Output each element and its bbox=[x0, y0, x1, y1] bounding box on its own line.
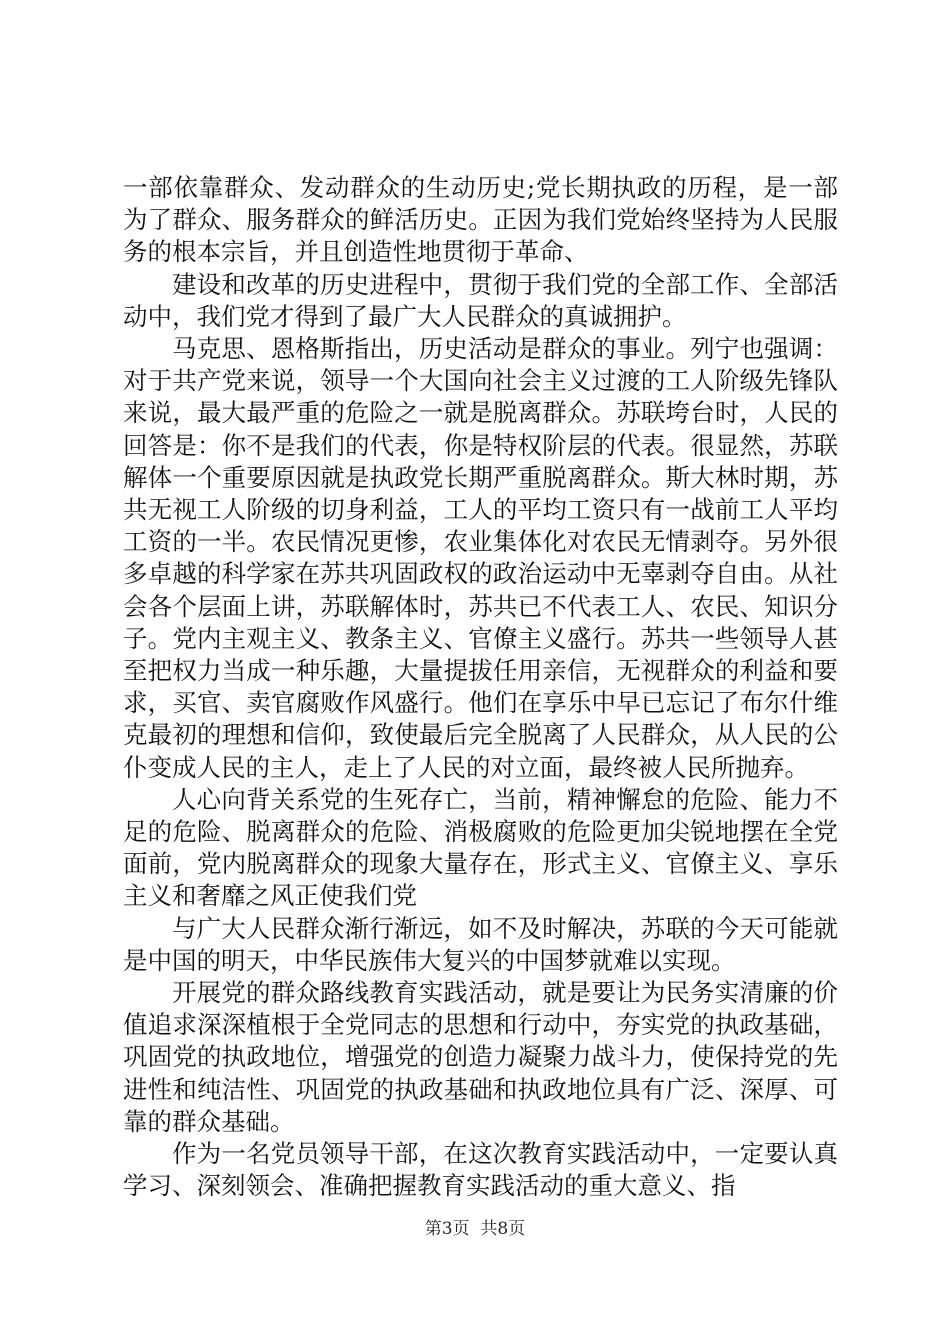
paragraph-1: 一部依靠群众、发动群众的生动历史;党长期执政的历程，是一部为了群众、服务群众的鲜活历史。正因为我们党始终坚持为人民服务的根本宗旨，并且创造性地贯彻于革命、 bbox=[123, 173, 838, 267]
page-footer bbox=[0, 1214, 950, 1239]
paragraph-5: 与广大人民群众渐行渐远，如不及时解决，苏联的今天可能就是中国的明天，中华民族伟大复兴的中国梦就难以实现。 bbox=[123, 913, 838, 975]
page-number: 第3页 bbox=[424, 1219, 470, 1239]
paragraph-2: 建设和改革的历史进程中，贯彻于我们党的全部工作、全部活动中，我们党才得到了最广大人民群众的真诚拥护。 bbox=[123, 269, 838, 331]
paragraph-4: 人心向背关系党的生死存亡，当前，精神懈怠的危险、能力不足的危险、脱离群众的危险、消极腐败的危险更加尖锐地摆在全党面前，党内脱离群众的现象大量存在，形式主义、官僚主义、享乐主义和奢靡之风正使我们党 bbox=[123, 784, 838, 911]
paragraph-7: 作为一名党员领导干部，在这次教育实践活动中，一定要认真学习、深刻领会、准确把握教育实践活动的重大意义、指 bbox=[123, 1139, 838, 1201]
document-body bbox=[123, 172, 838, 1203]
paragraph-6: 开展党的群众路线教育实践活动，就是要让为民务实清廉的价值追求深深植根于全党同志的思想和行动中，夯实党的执政基础，巩固党的执政地位，增强党的创造力凝聚力战斗力，使保持党的先进性和纯洁性、巩固党的执政基础和执政地位具有广泛、深厚、可靠的群众基础。 bbox=[123, 978, 838, 1136]
paragraph-3: 马克思、恩格斯指出，历史活动是群众的事业。列宁也强调：对于共产党来说，领导一个大国向社会主义过渡的工人阶级先锋队来说，最大最严重的危险之一就是脱离群众。苏联垮台时，人民的回答是：你不是我们的代表，你是特权阶层的代表。很显然，苏联解体一个重要原因就是执政党长期严重脱离群众。斯大林时期，苏共无视工人阶级的切身利益，工人的平均工资只有一战前工人平均工资的一半。农民情况更惨，农业集体化对农民无情剥夺。另外很多卓越的科学家在苏共巩固政权的政治运动中无辜剥夺自由。从社会各个层面上讲，苏联解体时，苏共已不代表工人、农民、知识分子。党内主观主义、教条主义、官僚主义盛行。苏共一些领导人甚至把权力当成一种乐趣，大量提拔任用亲信，无视群众的利益和要求，买官、卖官腐败作风盛行。他们在享乐中早已忘记了布尔什维克最初的理想和信仰，致使最后完全脱离了人民群众，从人民的公仆变成人民的主人，走上了人民的对立面，最终被人民所抛弃。 bbox=[123, 334, 838, 782]
page-total: 共8页 bbox=[480, 1219, 526, 1239]
